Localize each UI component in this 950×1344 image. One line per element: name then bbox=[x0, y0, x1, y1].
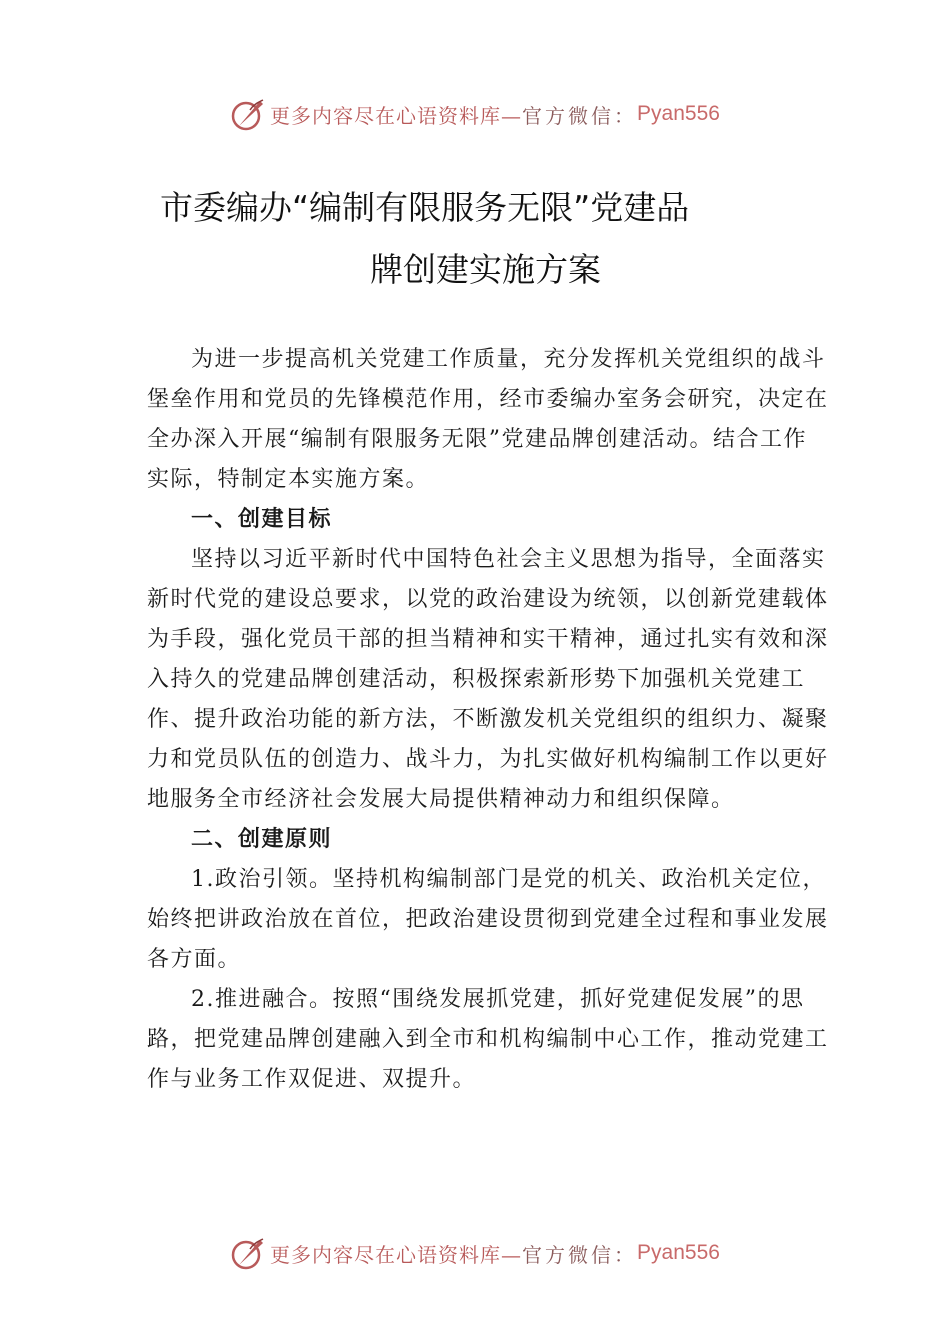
intro-paragraph: 为进一步提高机关党建工作质量，充分发挥机关党组织的战斗堡垒作用和党员的先锋模范作用，经市委编办室务会研究，决定在全办深入开展“编制有限服务无限”党建品牌创建活动。结合工作实际，特制定本实施方案。 bbox=[147, 347, 829, 492]
pen-feather-logo-icon bbox=[230, 1235, 266, 1271]
watermark-banner-top bbox=[0, 94, 950, 134]
principle-2-paragraph: 2.推进融合。按照“围绕发展抓党建，抓好党建促发展”的思路，把党建品牌创建融入到全市和机构编制中心工作，推动党建工作与业务工作双促进、双提升。 bbox=[147, 987, 829, 1092]
document-title-line1: 市委编办“编制有限服务无限”党建品 bbox=[160, 188, 690, 227]
watermark-banner-bottom bbox=[0, 1233, 950, 1273]
watermark-wechat-label: 官方微信： bbox=[522, 103, 638, 128]
section-heading-principles: 二、创建原则 bbox=[191, 827, 333, 852]
watermark-text: 更多内容尽在心语资料库— bbox=[270, 1242, 523, 1267]
document-title-line2: 牌创建实施方案 bbox=[370, 250, 601, 289]
document-body bbox=[147, 340, 830, 1100]
section-heading-goals: 一、创建目标 bbox=[191, 507, 333, 532]
watermark-wechat-label: 官方微信： bbox=[522, 1242, 638, 1267]
watermark-wechat-id: Pyan556 bbox=[637, 1241, 720, 1264]
watermark-wechat-id: Pyan556 bbox=[637, 102, 720, 125]
watermark-text: 更多内容尽在心语资料库— bbox=[270, 103, 523, 128]
principle-1-paragraph: 1.政治引领。坚持机构编制部门是党的机关、政治机关定位，始终把讲政治放在首位，把政治建设贯彻到党建全过程和事业发展各方面。 bbox=[147, 867, 829, 972]
pen-feather-logo-icon bbox=[230, 96, 266, 132]
goals-paragraph: 坚持以习近平新时代中国特色社会主义思想为指导，全面落实新时代党的建设总要求，以党的政治建设为统领，以创新党建载体为手段，强化党员干部的担当精神和实干精神，通过扎实有效和深入持久的党建品牌创建活动，积极探索新形势下加强机关党建工作、提升政治功能的新方法，不断激发机关党组织的组织力、凝聚力和党员队伍的创造力、战斗力，为扎实做好机构编制工作以更好地服务全市经济社会发展大局提供精神动力和组织保障。 bbox=[147, 547, 829, 812]
